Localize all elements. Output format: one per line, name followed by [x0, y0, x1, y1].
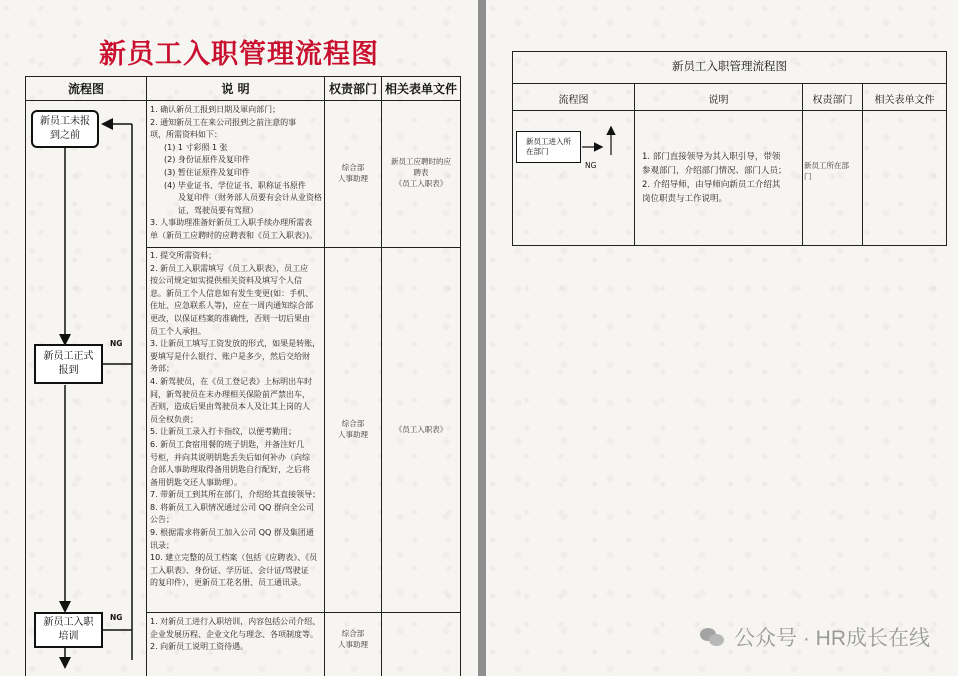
document-title: 新员工入职管理流程图: [99, 39, 379, 70]
header-description: 说 明: [221, 82, 250, 96]
form-line: 新员工应聘时的应: [391, 157, 451, 166]
flow-box-before-onboarding: [31, 110, 99, 148]
desc-line: 2. 新员工入职需填写《员工入职表》，员工应: [150, 263, 309, 273]
desc-line: 号柜，并向其说明钥匙丢失后如何补办（向综: [150, 452, 310, 462]
desc-line: 5. 让新员工录入打卡指纹，以便考勤用；: [150, 427, 297, 437]
ng-label: NG: [110, 339, 123, 348]
desc-line: (2) 身份证原件及复印件: [164, 155, 250, 165]
form-line: 聘表: [413, 168, 429, 177]
desc-line: 讯录；: [150, 540, 174, 550]
header-forms: 相关表单文件: [874, 95, 935, 106]
dept-line: 综合部: [341, 419, 365, 428]
desc-line: 1. 提交所需资料；: [150, 251, 217, 260]
row1-department: [804, 160, 862, 182]
desc-line: 员全权负责；: [150, 414, 198, 424]
desc-line: 及复印件（财务部人员要有会计从业资格: [178, 193, 322, 203]
header-flowchart: 流程图: [67, 82, 104, 96]
watermark: [700, 622, 930, 652]
desc-line: 员工个人承担。: [150, 326, 206, 336]
desc-line: 工入职表》、身份证、学历证、会计证/驾驶证: [150, 565, 309, 575]
desc-line: 1. 确认新员工报到日期及軍向部门；: [150, 105, 281, 114]
desc-line: 证，驾驶员要有驾照）: [178, 205, 258, 215]
desc-line: 更改，以保证档案的准确性，否则一切后果由: [150, 313, 310, 323]
desc-line: 2. 介绍导师，由导师向新员工介绍其: [642, 180, 781, 190]
desc-line: 4. 新驾驶员，在《员工登记表》上标明出车时: [150, 376, 313, 386]
row1-description: [642, 150, 802, 206]
header-department: 权责部门: [328, 82, 377, 96]
right-page: [486, 0, 958, 676]
ng-label: NG: [585, 161, 597, 170]
dept-line: 人事助理: [338, 174, 368, 183]
desc-line: 要填写是什么银行、账户是多少，然后交给财: [150, 351, 310, 361]
desc-line: 1. 部门直接领导为其入职引导，带领: [642, 152, 781, 162]
desc-line: 岗位职责与工作说明。: [642, 194, 728, 204]
desc-line: 合部人事助理取得备用钥匙自行配好，之后将: [150, 465, 310, 475]
desc-line: (1) 1 寸彩照 1 张: [164, 142, 228, 152]
dept-line: 综合部: [341, 163, 365, 172]
desc-line: 项，所需资料如下：: [150, 130, 222, 140]
desc-line: 备用钥匙交还人事助理）。: [150, 477, 242, 487]
dept-line: 新员工所在部: [804, 161, 849, 170]
form-line: 《员工入职表》: [394, 425, 448, 434]
box-line: 新员工入职: [43, 617, 94, 628]
table-title: 新员工入职管理流程图: [672, 59, 787, 73]
dept-line: 门: [804, 172, 812, 181]
flow-box-training: [34, 612, 103, 648]
desc-line: 按公司规定如实提供相关资料及填写个人信: [150, 276, 302, 286]
box-line: 到之前: [50, 130, 80, 141]
desc-line: 3. 人事助理准备好新员工入职手续办理所需表: [150, 218, 313, 228]
desc-line: 息。新员工个人信息如有发生变更(如：手机、: [150, 288, 314, 298]
dept-line: 人事助理: [338, 430, 368, 439]
desc-line: 8. 将新员工入职情况通过公司 QQ 群向全公司: [150, 502, 314, 512]
desc-line: 9. 根据需求将新员工加入公司 QQ 群及集团通: [150, 528, 314, 538]
desc-line: 的复印件），更新员工花名册、员工通讯录。: [150, 578, 306, 588]
form-line: 《员工入职表》: [394, 179, 448, 188]
flow-arrows: [486, 0, 958, 676]
box-line: 新员工正式: [43, 351, 94, 362]
desc-line: 7. 带新员工到其所在部门，介绍给其直接领导；: [150, 490, 321, 500]
desc-line: (3) 暂住证原件及复印件: [164, 167, 250, 177]
header-forms: 相关表单文件: [384, 82, 457, 96]
header-description: 说明: [708, 95, 729, 106]
desc-line: 企业发展历程、企业文化与理念、各项制度等。: [150, 629, 318, 639]
desc-line: 单（新员工应聘时的应聘表和《员工入职表》)。: [150, 230, 318, 240]
header-flowchart: 流程图: [558, 95, 589, 106]
desc-line: 2. 通知新员工在来公司报到之前注意的事: [150, 117, 297, 127]
box-line: 培训: [58, 631, 79, 642]
flow-arrows: [0, 0, 478, 676]
desc-line: 否则，造成后果由驾驶员本人及让其上岗的人: [150, 402, 310, 412]
wechat-icon: [700, 626, 726, 648]
box-line: 报到: [58, 365, 79, 376]
ng-label: NG: [110, 613, 123, 622]
box-line: 新员工进入所: [526, 137, 571, 146]
desc-line: 10. 建立完整的员工档案（包括《应聘表》、《员: [150, 553, 318, 563]
desc-line: 务部；: [150, 364, 174, 374]
desc-line: 6. 新员工食宿用餐的班子钥匙，并备注好几: [150, 439, 305, 449]
desc-line: 公告；: [150, 515, 174, 525]
desc-line: 1. 对新员工进行入职培训，内容包括公司介绍、: [150, 617, 321, 626]
box-line: 在部门: [526, 147, 549, 156]
box-line: 新员工未报: [40, 116, 90, 127]
desc-line: 2. 向新员工说明工资待遇。: [150, 642, 249, 652]
watermark-text: 公众号 · HR成长在线: [734, 627, 930, 650]
flow-box-official-report: [34, 344, 103, 384]
left-page: [0, 0, 478, 676]
desc-line: (4) 毕业证书、学位证书、职称证书原件: [164, 180, 306, 190]
desc-line: 3. 让新员工填写工资发放的形式，如果是转账，: [150, 339, 321, 349]
desc-line: 间，新驾驶员在未办理相关保险前严禁出车，: [150, 389, 310, 399]
header-department: 权责部门: [812, 95, 853, 106]
dept-line: 人事助理: [338, 640, 368, 649]
desc-line: 住址、应急联系人等)，应在一周内通知综合部: [150, 301, 314, 311]
desc-line: 参观部门，介绍部门情况、部门人员；: [642, 166, 787, 176]
dept-line: 综合部: [341, 629, 365, 638]
